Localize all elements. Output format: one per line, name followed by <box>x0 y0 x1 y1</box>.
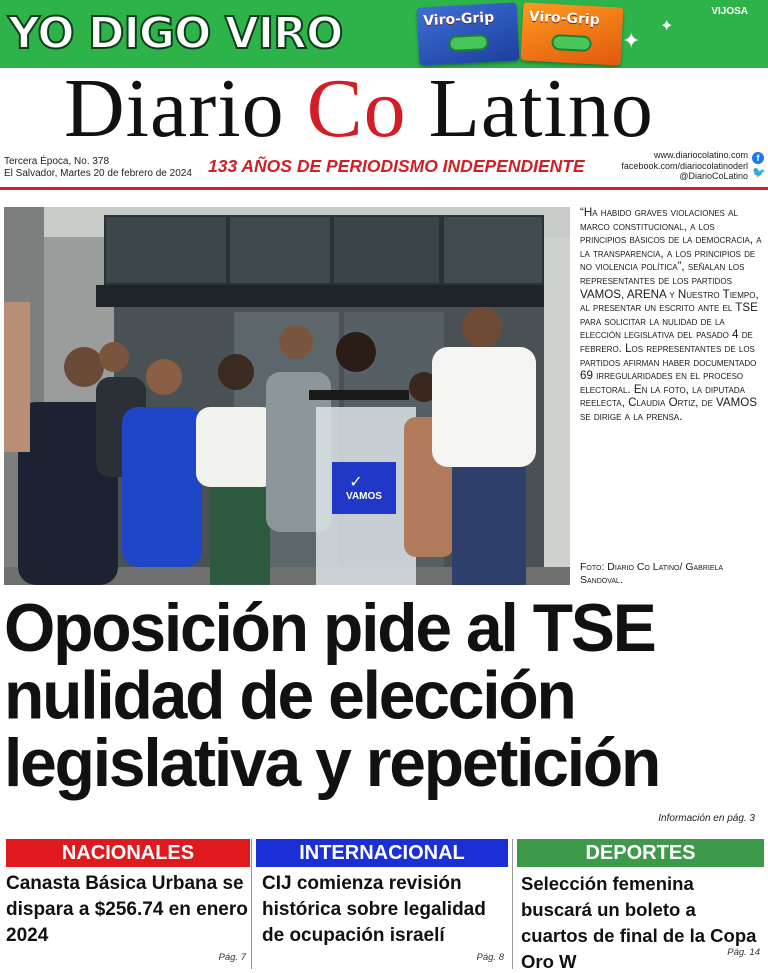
ad-brand: VIJOSA <box>711 6 748 17</box>
page-reference: Información en pág. 3 <box>658 813 755 824</box>
section-page-number: Pág. 7 <box>218 952 246 963</box>
svg-text:✓: ✓ <box>349 472 363 491</box>
pill-icon <box>551 34 592 52</box>
pill-icon <box>448 34 489 52</box>
section-nacionales[interactable] <box>6 839 250 963</box>
headline-line-2: nulidad de elección <box>4 657 575 733</box>
facebook-icon[interactable]: f <box>752 152 764 164</box>
ad-slogan: YO DIGO VIRO <box>8 8 343 59</box>
ad-product-label: Viro-Grip <box>422 9 495 30</box>
section-page-number: Pág. 8 <box>476 952 504 963</box>
ad-product-image-blue <box>417 2 520 65</box>
sparkle-icon: ✦ <box>622 28 641 53</box>
section-headline[interactable]: CIJ comienza revisión histórica sobre legalidad de ocupación israelí <box>262 873 486 946</box>
section-internacional[interactable] <box>256 839 508 963</box>
website-link[interactable]: www.diariocolatino.com <box>653 150 748 160</box>
column-divider <box>512 839 513 969</box>
section-tab-nacionales[interactable]: NACIONALES <box>6 839 250 867</box>
ad-product-image-orange <box>521 2 624 65</box>
section-headline[interactable]: Canasta Básica Urbana se dispara a $256.74 en enero 2024 <box>6 873 248 946</box>
main-headline[interactable] <box>4 589 766 801</box>
section-tab-internacional[interactable]: INTERNACIONAL <box>256 839 508 867</box>
newspaper-logo[interactable] <box>64 64 704 154</box>
ad-product-label: Viro-Grip <box>528 8 601 29</box>
dateline: El Salvador, Martes 20 de febrero de 2024 <box>4 168 192 179</box>
sparkle-icon: ✦ <box>660 18 674 35</box>
column-divider <box>251 839 252 969</box>
photo-caption: “Ha habido graves violaciones al marco constitucional, a los principios básicos de la democracia, a la transparencia, a los principios de no violencia política”, señalan los representantes de los partidos VAMOS, ARENA y Nuestro Tiempo, al presentar un escrito ante el TSE para solicitar la nulidad de la elección legislativa del pasado 4 de febrero. Los representantes de los partidos afirman haber documentado 69 irregularidades en el proceso electoral. En la foto, la diputada reelecta, Claudia Ortiz, de VAMOS se dirige a la prensa. <box>580 206 762 423</box>
edition-number: Tercera Época, No. 378 <box>4 156 110 167</box>
masthead-divider <box>0 187 768 190</box>
logo-text-latino: Latino <box>406 62 654 155</box>
headline-line-1: Oposición pide al TSE <box>4 589 655 666</box>
advertisement-banner[interactable] <box>0 0 768 68</box>
section-tab-deportes[interactable]: DEPORTES <box>517 839 764 867</box>
section-deportes[interactable] <box>517 839 764 973</box>
tagline: 133 AÑOS DE PERIODISMO INDEPENDIENTE <box>208 156 585 176</box>
podium-logo-text: VAMOS <box>346 491 382 502</box>
press-conference-photo <box>4 207 570 585</box>
section-headline[interactable]: Selección femenina buscará un boleto a cuartos de final de la Copa Oro W <box>521 873 757 972</box>
headline-line-3: legislativa y repetición <box>4 724 660 801</box>
logo-text-diario: Diario <box>64 62 307 155</box>
facebook-link[interactable]: facebook.com/diariocolatinoderl <box>621 160 748 171</box>
section-page-number: Pág. 14 <box>727 947 760 958</box>
edition-info <box>4 156 192 180</box>
twitter-link[interactable]: @DiarioCoLatino <box>679 171 748 181</box>
social-icons <box>752 152 766 179</box>
twitter-icon[interactable]: 🐦 <box>752 167 766 179</box>
logo-text-co: Co <box>306 62 407 155</box>
photo-credit: Foto: Diario Co Latino/ Gabriela Sandoval. <box>580 561 724 586</box>
lead-photo[interactable] <box>4 207 570 585</box>
contact-info <box>621 150 748 182</box>
